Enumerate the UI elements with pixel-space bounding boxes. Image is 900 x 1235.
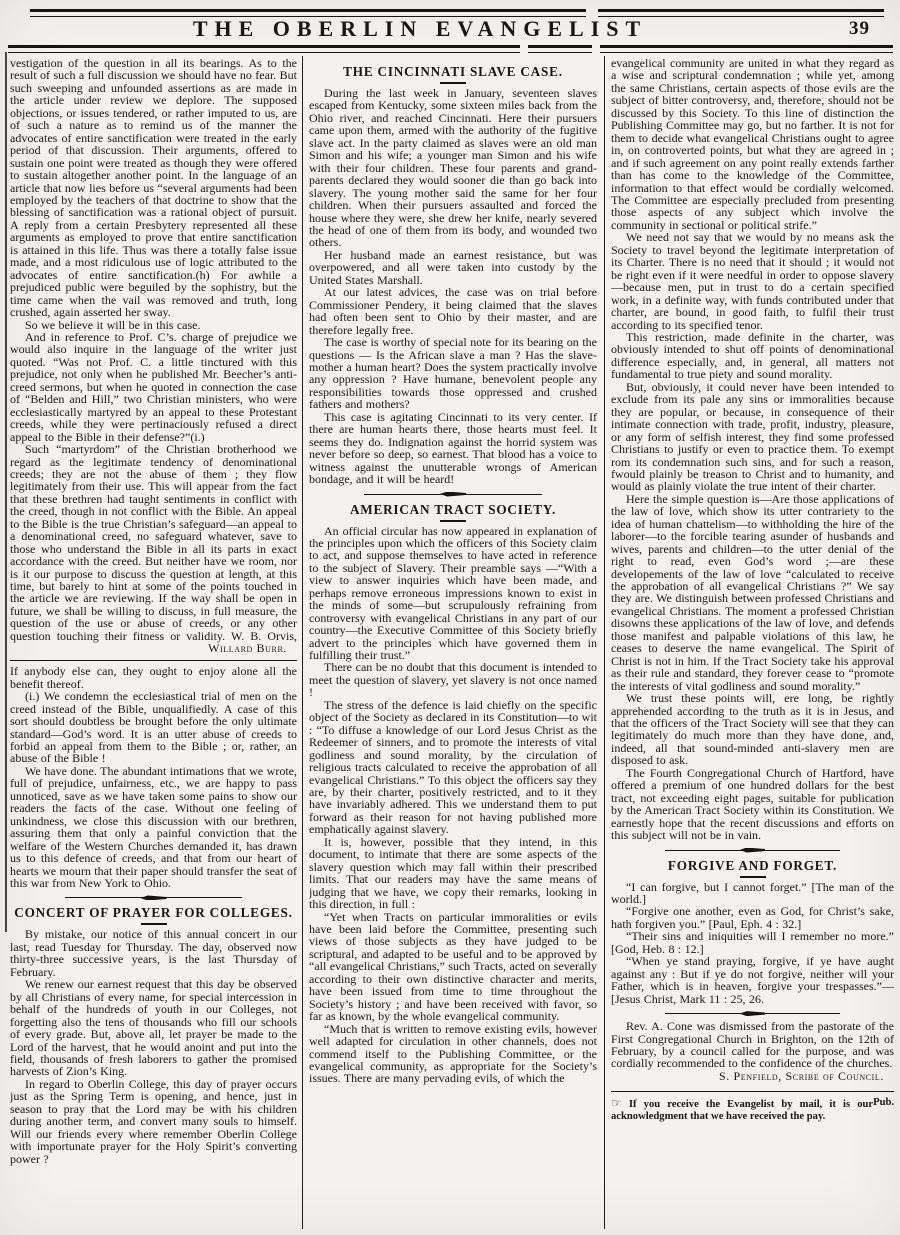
notice-text: If you receive the Evangelist by mail, it is our acknowledgment that we have received the pay. [611,1098,874,1123]
paragraph: We trust these points will, ere long, be rightly apprehended according to the truth as it is in Jesus, and that the officers of the Tract Society will see that they can legitimately do much more than they have done, and, indeed, all that sound-minded anti-slavery men are disposed to ask. [611,691,894,768]
article-heading: FORGIVE AND FORGET. [611,859,894,878]
column-separator-2 [604,56,605,1229]
paragraph: Her husband made an earnest resistance, but was overpowered, and all were taken into custody by the United States Marshall. [309,247,597,287]
paragraph: In regard to Oberlin College, this day of prayer occurs just as the Spring Term is opening, and hence, just in season to pray that the Lord may be with his children during another term, and convert many souls to himself. Will our friends every where remember Oberlin College with importunate prayer for the Holy Spirit’s converting power ? [10,1076,297,1166]
paragraph: It is, however, possible that they intend, in this document, to intimate that there are some aspects of the slavery question which may fall within their prescribed limits. That our readers may have the same means of judging that we have, we copy their remarks, looking in this direction, in full : [309,834,597,912]
paragraph: But, obviously, it could never have been intended to exclude from its pale any sins or immoralities because they are popular, or because, in consequence of their intimate connection with trade, profit, industry, pleasure, or any form of selfish interest, they find some professed Christians to justify or even to practice them. To exempt rom its condemnation such sins, and for such a reason, fwould plainly be treason to Christ and to humanity, and would as plainly violate the true intent of their charter. [611,379,894,494]
paragraph: “Yet when Tracts on particular immoralities or evils have been laid before the Committee, presenting such views of those subjects as they have judged to be scriptural, and adapted to be useful and to be approved by “all evangelical Christians,” such Tracts, acted on severally according to their own distinctive character and merits, have been issued from time to time throughout the Society’s history ; and have been received with favor, so far as known, by the whole evangelical community. [309,909,597,1024]
paragraph: This case is agitating Cincinnati to its very center. If there are human hearts there, those hearts must feel. It seems they do. Indignation against the horrid system was never before so deep, so earnest. That blood has a voice to witness against the unutterable wrongs of American bondage, and it will be heard! [309,409,597,487]
paragraph: And in reference to Prof. C’s. charge of prejudice we would also inquire in the language of the writer just quoted. “Was not Prof. C. a little tinctured with this prejudice, not only when he published Mr. Beecher’s anti-creed sermons, but when he quoted in connection the case of “Belden and Hill,” two Christian ministers, who were ecclesiastically martyred by an appeal to these Protestant creeds, while they were pertinaciously refused a direct appeal to the Bible in their defense?”(i.) [10,329,297,444]
paragraph: “I can forgive, but I cannot forget.” [The man of the world.] [611,879,894,906]
article-heading: AMERICAN TRACT SOCIETY. [309,503,597,522]
paragraph: Such “martyrdom” of the Christian brotherhood we regard as the legitimate tendency of denominational creeds; they are not the abuse of them ; they flow legitimately from their use. This will appear from the fact that these brethren had taught sentiments in conflict with the creed, though in not conflict with the Bible. An appeal to the Bible is the true Christian’s safeguard—an appeal to a denominational creed, no safeguard whatever, save to those who understand the Bible in all its parts in exact accordance with the creed. But neither have we room, nor is it our purpose to discuss the question at length, at this time, but barely to hint at some of the points touched in the article we are reviewing. If the way shall be open in future, we shall be willing to discuss, in full measure, the question of the use or abuse of creeds, or any other question touching their fitness or validity. W. B. Orvis, [10,442,297,643]
paragraph: An official circular has now appeared in explanation of the principles upon which the officers of this Society claim to act, and suppose themselves to have acted in reference to the subject of Slavery. Their preamble says —“With a view to answer inquiries which have been made, and perhaps remove erroneous impressions known to exist in the minds of some—but scrupulously refraining from controversy with evangelical Christians in any part of our country—the Executive Committee of this Society briefly advert to the principles which have governed them in fulfilling their trust.” [309,523,597,663]
paragraph: There can be no doubt that this document is intended to meet the question of slavery, yet slavery is not once named ! [309,660,597,700]
paragraph: The Fourth Congregational Church of Hartford, have offered a premium of one hundred dollars for the best tract, not exceeding eight pages, suitable for publication by the American Tract Society within its Constitution. We earnestly hope that the recent discussions and efforts on this subject will not be in vain. [611,765,894,843]
paragraph: (i.) We condemn the ecclesiastical trial of men on the creed instead of the Bible, unqualifiedly. A case of this sort should doubtless be brought before the only ultimate standard—God’s word. It is an utter abuse of creeds to forbid an appeal from them to the Bible ; or, rather, an abuse of the Bible ! [10,689,297,766]
paragraph: The stress of the defence is laid chiefly on the specific object of the Society as declared in its Constitution—to wit : “To diffuse a knowledge of our Lord Jesus Christ as the Redeemer of sinners, and to promote the interests of vital godliness and sound morality, by the circulation of religious tracts calculated to receive the approbation of all evangelical Christians.” To this object the officers say they are, by their charter, positively restricted, and to it they have invariably adhered. This we understand them to put forward as their reason for not having published more emphatically against slavery. [309,697,597,837]
paragraph: evangelical community are united in what they regard as a wise and scriptural condemnation ; while yet, among the same Christians, certain aspects of those evils are the subject of bitter controversy, and, therefore, should not be discussed by this Society. To this line of distinction the Publishing Committee may go, but no farther. It is not for them to decide what evangelical Christians ought to agree in, on controverted points, but what they are agreed in ; and if such agreement on any point really extends farther than has come to the knowledge of the Committee, information to that effect would be cordially welcomed. The Committee are especially precluded from presenting those aspects of any subject which involve the community in sectional or political strife.” [611,57,894,232]
pointing-hand-icon: ☞ [611,1095,622,1110]
column-3 [611,57,894,1229]
paragraph: “Much that is written to remove existing evils, however well adapted for circulation in other channels, does not commend itself to the Publishing Committee, or the evangelical community, as appropriate for the Society’s issues. There are many pervading evils, of which the [309,1021,597,1086]
paragraph: “Their sins and iniquities will I remember no more.” [God, Heb. 8 : 12.] [611,929,894,956]
section-divider-rule [65,897,243,898]
paragraph: During the last week in January, seventeen slaves escaped from Kentucky, some sixteen miles back from the Ohio river, and reached Cincinnati. Here their pursuers came upon them, armed with the authority of the fugitive slave act. In the party claimed as slaves were an old man Simon and his wife; a younger man Simon and his wife with their four children. These four parents and grand-parents declared they would sooner die than go back into slavery. The young mother said the same for her four children. When their pursuers assaulted and forced the house where they were, she drew her knife, nearly severed the head of one of them from its body, and wounded two others. [309,86,597,250]
paragraph: Here the simple question is—Are those applications of the law of love, which show its utter contrariety to the idea of human chattelism—to withholding the hire of the laborer—to the forcible tearing asunder of husbands and wives, parents and children—to the utter denial of the right to read, even God’s word ;—are these developements of the law of love “calculated to receive the approbation of all evangelical Christians ?” We say they are. We distinguish between professed Christians and evangelical Christians. The moment a professed Christian disowns these applications of the law of love, and defends those manifest and palpable violations of this law, he ceases to deserve the name evangelical. The Spirit of Christ is not in him. If the Tract Society take his approval as their rule and standard, they forever cease to “promote the interests of vital godliness and sound morality.” [611,491,894,693]
masthead-title: THE OBERLIN EVANGELIST [192,16,648,41]
scan-edge-artifact [5,52,7,932]
paragraph: So we believe it will be in this case. [25,317,201,332]
paragraph: This restriction, made definite in the charter, was obviously intended to shut off points of denominational difference especially, and, in general, all matters not fundamental to true piety and sound morality. [611,329,894,382]
signature: S. Penfield, Scribe of Council. [719,1068,884,1083]
paragraph: We have done. The abundant intimations that we wrote, full of prejudice, unfairness, etc., we are happy to pass unnoticed, save as we have taken some pains to show our readers the facts of the case. Without one feeling of unkindness, we close this discussion with our brethren, assuring them that only a painful conviction that the welfare of the Western Churches demanded it, has drawn us to this defence of creeds, and that from our heart of hearts we mourn that their paper should transfer the seat of this war from New York to Ohio. [10,763,297,890]
paragraph: vestigation of the question in all its bearings. As to the result of such a full discussion we should have no fear. But such sweeping and unfounded assertions as are made in the article under review we deplore. The supposed objections, or issues tendered, or rather imputed to us, are of such a nature as to remind us of the manner the advocates of entire sanctification were treated in the early period of that discussion. Their arguments, offered to sustain one point were treated as though they were offered to sustain altogether another point. In the language of an article that now lies before us “several arguments had been employed by the teachers of that doctrine to show that the blessing of sanctification was a rational object of pursuit. A reply from a certain Presbytery represented all these arguments as employed to prove that entire sanctification is attained in this life. Thus was there a totally false issue made, and a most ridiculous use of logic attributed to the advocates of entire sanctification.(h) For awhile a prejudiced public were beguiled by the sophistry, but the time came when the vail was removed and truth, long crushed, again asserted her sway. [10,57,297,320]
paragraph: The case is worthy of special note for its bearing on the questions — Is the African slave a man ? Has the slave-mother a human heart? Does the system practically involve any oppression ? Have humane, benevolent people any responsibilities towards those oppressed and crushed fathers and mothers? [309,335,597,412]
article-heading: THE CINCINNATI SLAVE CASE. [309,65,597,84]
section-divider-rule [364,494,543,495]
bottom-rule-middle [528,45,592,53]
horizontal-rule [10,660,297,661]
bottom-rule-left [8,45,520,53]
paragraph: “When ye stand praying, forgive, if ye have aught against any : But if ye do not forgive, neither will your Father, which is in heaven, forgive your trespasses.”— [Jesus Christ, Mark 11 : 25, 26. [611,954,894,1006]
publisher-notice [611,1091,894,1123]
section-divider-rule [665,1013,840,1014]
paragraph: At our latest advices, the case was on trial before Commissioner Pendery, it being claimed that the slaves had often been sent to Ohio by their master, and are therefore legally free. [309,285,597,337]
column-2 [309,57,597,1229]
paragraph: “Forgive one another, even as God, for Christ’s sake, hath forgiven you.” [Paul, Eph. 4 : 32.] [611,904,894,931]
paragraph: If anybody else can, they ought to enjoy alone all the benefit thereof. [10,664,297,691]
publisher-abbrev: Pub. [873,1096,894,1108]
bottom-rule-right [600,45,893,53]
paragraph: We renew our earnest request that this day be observed by all Christians of every name, for special intercession in behalf of the hundreds of youth in our Colleges, not forgetting also the tens of thousands who fill our schools of every grade. But, above all, let prayer be made to the Lord of the harvest, that he would anoint and put into the field, thousands of fresh laborers to gather the promised harvests of Zion’s King. [10,977,297,1079]
masthead [0,0,900,56]
page-number: 39 [849,18,870,39]
paragraph: Rev. A. Cone was dismissed from the pastorate of the First Congregational Church in Brighton, on the 12th of February, by a council called for the purpose, and was cordially recommended to the confidence of the churches. [611,1019,894,1071]
column-1 [10,57,297,1229]
paragraph: By mistake, our notice of this annual concert in our last, read Tuesday for Thursday. The day, observed now thirty-three successive years, is the last Thursday of February. [10,927,297,979]
signature: Willard Burr. [208,641,287,656]
section-divider-rule [665,850,840,851]
paragraph: We need not say that we would by no means ask the Society to travel beyond the legitimate interpretation of its Charter. There is no need that it should ; it would not be right even if it were needful in order to oppose slavery—because men, put in trust to do a certain specified work, in a definite way, with funds contributed under that charter, are bound, in good faith, to fulfil their trust according to its specified tenor. [611,230,894,332]
column-separator-1 [302,56,303,1229]
article-heading: CONCERT OF PRAYER FOR COLLEGES. [10,906,297,925]
